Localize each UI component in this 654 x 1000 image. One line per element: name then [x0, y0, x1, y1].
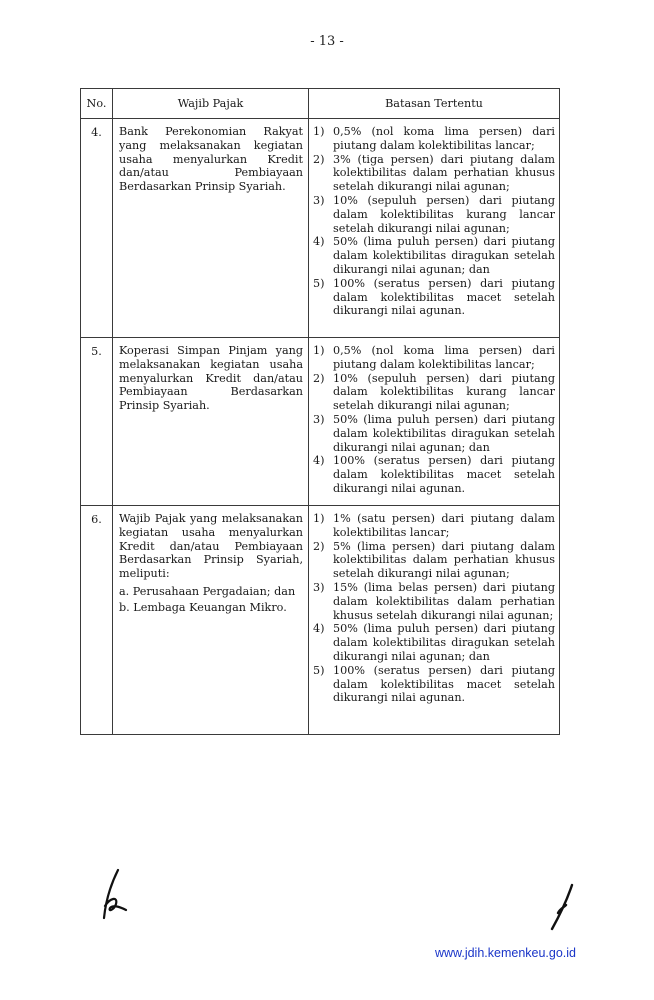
- footer-url-link[interactable]: www.jdih.kemenkeu.go.id: [434, 946, 576, 960]
- table-row: [81, 338, 560, 506]
- signature-initial-left: [96, 868, 136, 920]
- list-item: [313, 277, 555, 318]
- sub-item-list: [119, 585, 303, 615]
- limit-list: [313, 344, 555, 496]
- item-number: 4): [313, 622, 325, 636]
- item-text: 0,5% (nol koma lima persen) dari piutang dalam kolektibilitas lancar;: [333, 344, 555, 371]
- header-batasan-tertentu: Batasan Tertentu: [309, 89, 560, 119]
- limit-list: [313, 512, 555, 705]
- item-number: 1): [313, 344, 325, 357]
- item-number: 5): [313, 276, 325, 290]
- wajib-pajak-text: Bank Perekonomian Rakyat yang melaksanakan kegiatan usaha menyalurkan Kredit dan/atau Pembiayaan Berdasarkan Prinsip Syariah.: [119, 125, 303, 194]
- table-row: [81, 506, 560, 735]
- wajib-pajak-cell: [113, 119, 309, 338]
- wajib-pajak-cell: [113, 338, 309, 506]
- wajib-pajak-text: Koperasi Simpan Pinjam yang melaksanakan kegiatan usaha menyalurkan Kredit dan/atau Pembiayaan Berdasarkan Prinsip Syariah.: [119, 344, 303, 413]
- item-number: 2): [313, 152, 325, 166]
- wajib-pajak-cell: [113, 506, 309, 735]
- item-number: 1): [313, 512, 325, 525]
- list-item: [313, 413, 555, 454]
- item-text: 100% (seratus persen) dari piutang dalam kolektibilitas macet setelah dikurangi nilai agunan.: [333, 276, 555, 318]
- batasan-cell: [309, 506, 560, 735]
- list-item: [313, 125, 555, 153]
- item-text: 50% (lima puluh persen) dari piutang dalam kolektibilitas diragukan setelah dikurangi nilai agunan; dan: [333, 622, 555, 663]
- batasan-cell: [309, 338, 560, 506]
- item-text: 3% (tiga persen) dari piutang dalam kolektibilitas dalam perhatian khusus setelah dikurangi nilai agunan;: [333, 152, 555, 194]
- list-item: [313, 454, 555, 495]
- page-number: - 13 -: [310, 34, 344, 49]
- item-number: 3): [313, 412, 325, 426]
- item-number: 3): [313, 580, 325, 594]
- list-item: [313, 622, 555, 663]
- item-text: 5% (lima persen) dari piutang dalam kolektibilitas dalam perhatian khusus setelah dikurangi nilai agunan;: [333, 539, 555, 581]
- item-text: 15% (lima belas persen) dari piutang dalam kolektibilitas dalam perhatian khusus setelah dikurangi nilai agunan;: [333, 580, 555, 622]
- item-text: 50% (lima puluh persen) dari piutang dalam kolektibilitas diragukan setelah dikurangi nilai agunan; dan: [333, 235, 555, 276]
- table-row: [81, 119, 560, 338]
- list-item: [313, 540, 555, 581]
- list-item: [313, 235, 555, 276]
- row-number: 5.: [81, 338, 113, 506]
- list-item: [313, 372, 555, 413]
- header-wajib-pajak: Wajib Pajak: [113, 89, 309, 119]
- batasan-cell: [309, 119, 560, 338]
- item-number: 2): [313, 371, 325, 385]
- item-number: 1): [313, 125, 325, 138]
- list-item: [313, 512, 555, 540]
- regulation-table: [80, 88, 560, 735]
- item-text: 0,5% (nol koma lima persen) dari piutang dalam kolektibilitas lancar;: [333, 125, 555, 152]
- list-item: [313, 581, 555, 622]
- item-number: 4): [313, 454, 325, 468]
- item-text: 50% (lima puluh persen) dari piutang dalam kolektibilitas diragukan setelah dikurangi nilai agunan; dan: [333, 412, 555, 454]
- row-number: 6.: [81, 506, 113, 735]
- list-item: [313, 664, 555, 705]
- item-number: 5): [313, 663, 325, 677]
- list-item: [313, 153, 555, 194]
- limit-list: [313, 125, 555, 318]
- item-number: 2): [313, 539, 325, 553]
- wajib-pajak-text: Wajib Pajak yang melaksanakan kegiatan usaha menyalurkan Kredit dan/atau Pembiayaan Berdasarkan Prinsip Syariah, meliputi:: [119, 512, 303, 581]
- list-item: [313, 344, 555, 372]
- table-header-row: [81, 89, 560, 119]
- item-number: 3): [313, 193, 325, 207]
- item-text: 100% (seratus persen) dari piutang dalam kolektibilitas macet setelah dikurangi nilai agunan.: [333, 454, 555, 495]
- sub-item: b. Lembaga Keuangan Mikro.: [119, 600, 287, 614]
- item-text: 100% (seratus persen) dari piutang dalam kolektibilitas macet setelah dikurangi nilai agunan.: [333, 663, 555, 705]
- list-item: [313, 194, 555, 235]
- item-number: 4): [313, 235, 325, 249]
- sub-item: a. Perusahaan Pergadaian; dan: [119, 584, 296, 598]
- header-no: No.: [81, 89, 113, 119]
- row-number: 4.: [81, 119, 113, 338]
- item-text: 10% (sepuluh persen) dari piutang dalam kolektibilitas kurang lancar setelah dikurangi nilai agunan;: [333, 371, 555, 413]
- signature-initial-right: [546, 883, 578, 931]
- item-text: 10% (sepuluh persen) dari piutang dalam kolektibilitas kurang lancar setelah dikurangi nilai agunan;: [333, 193, 555, 235]
- item-text: 1% (satu persen) dari piutang dalam kolektibilitas lancar;: [333, 512, 555, 539]
